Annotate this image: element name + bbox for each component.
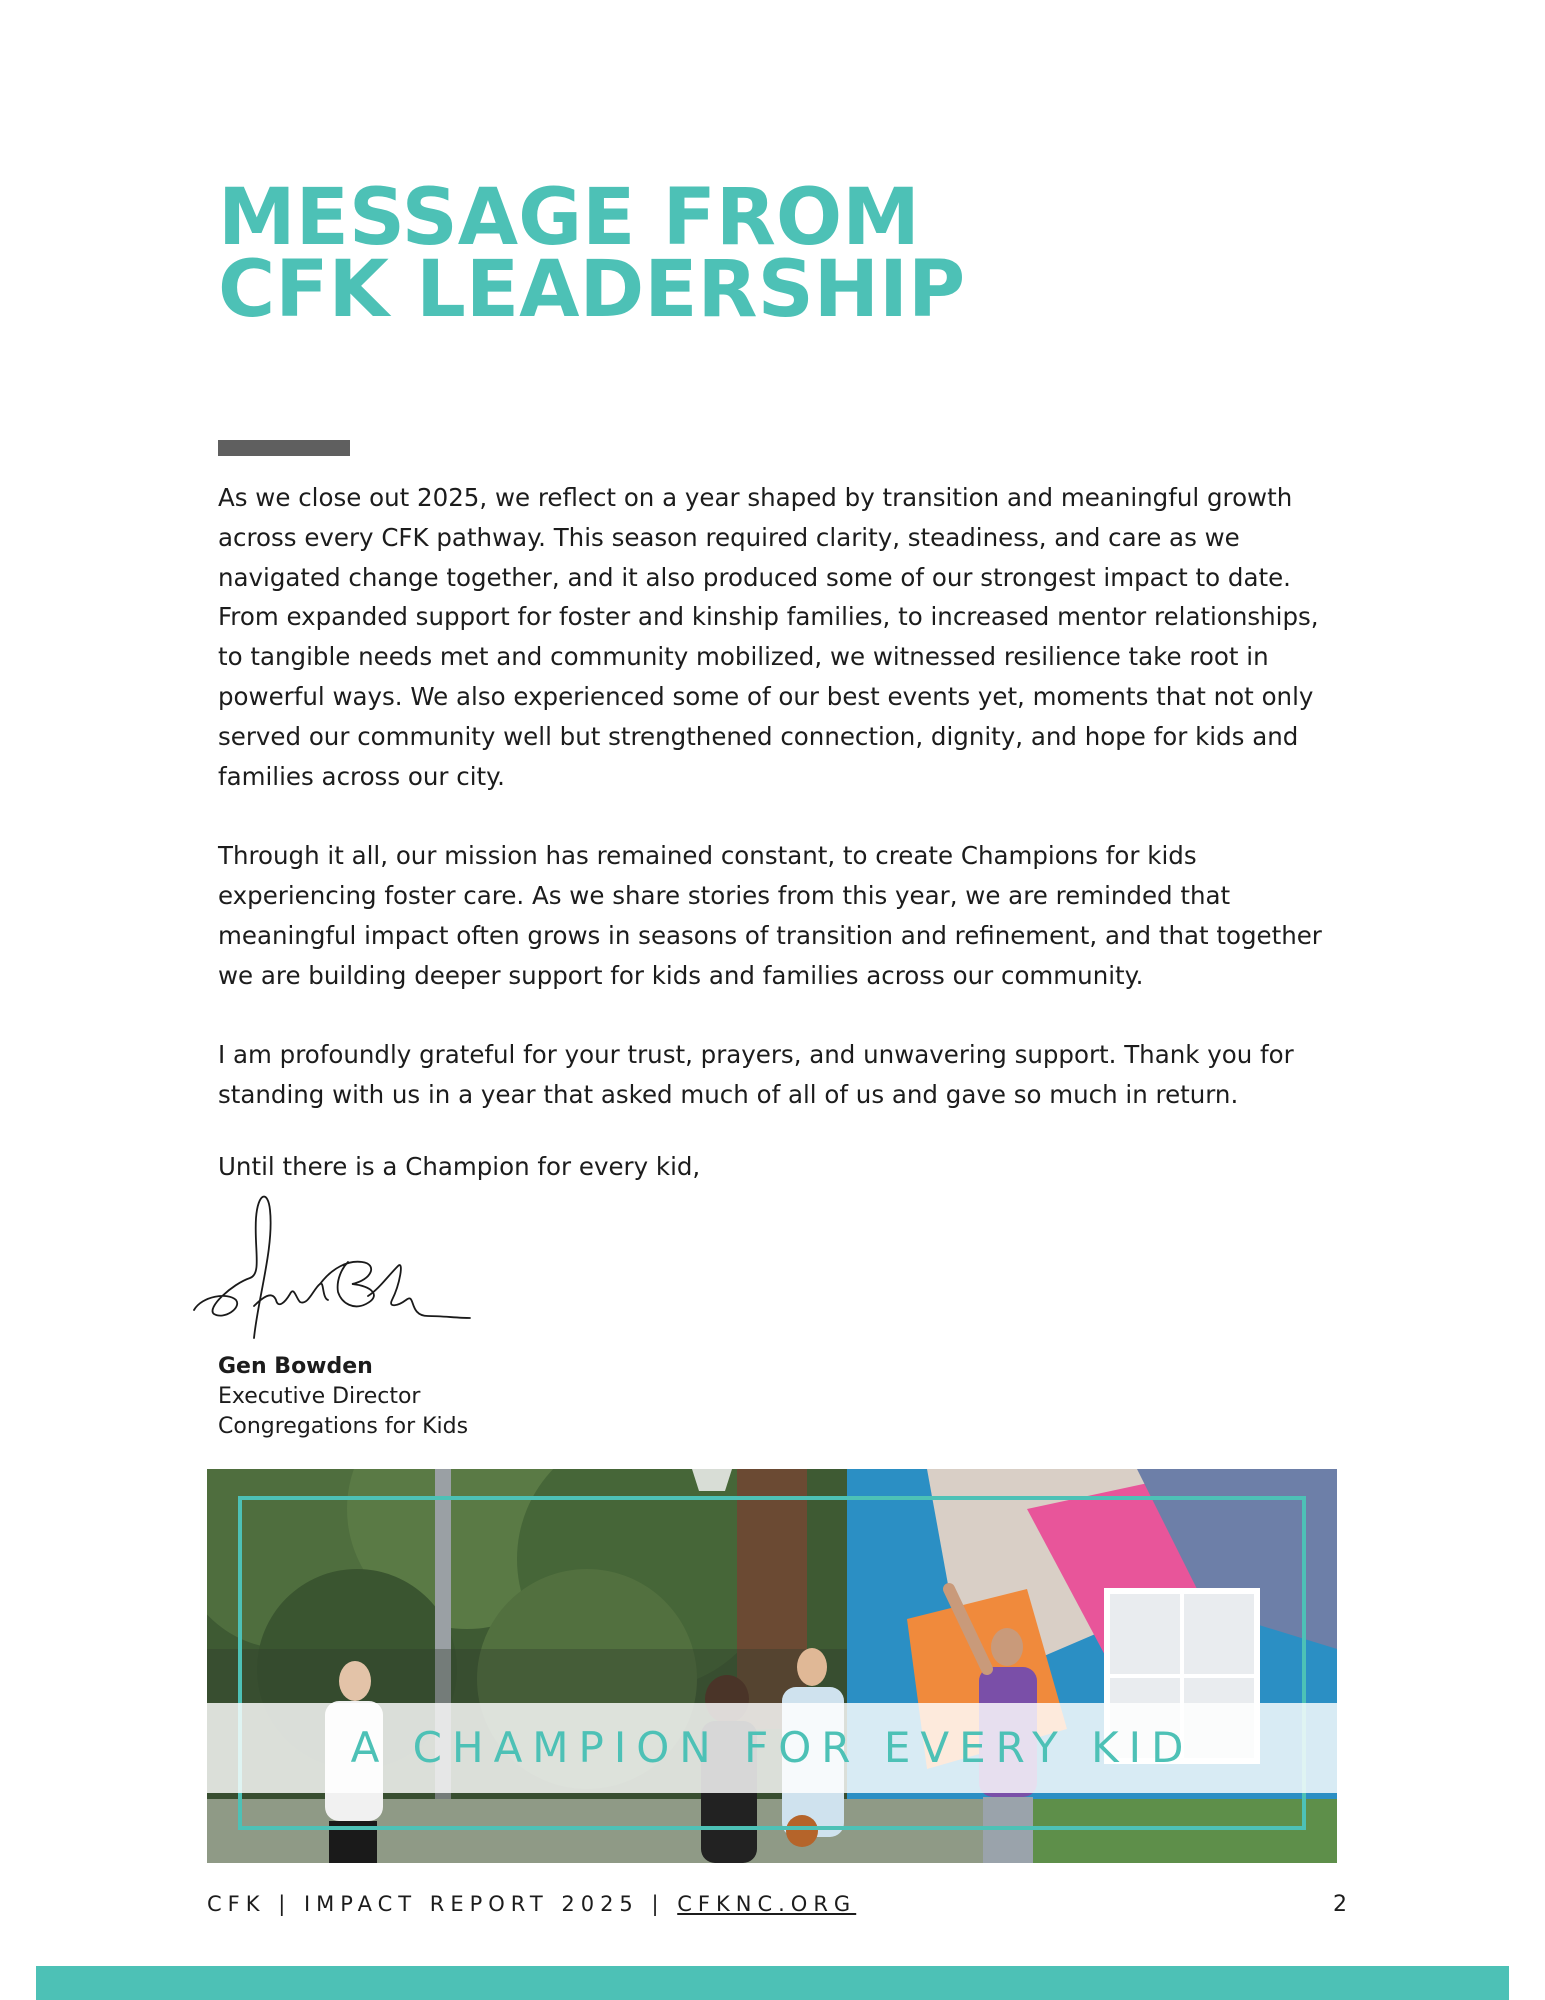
signer-block (218, 1352, 468, 1442)
banner-tagline: A CHAMPION FOR EVERY KID (350, 1723, 1194, 1772)
signer-name: Gen Bowden (218, 1354, 373, 1379)
page-title (218, 173, 1318, 335)
website-link[interactable]: CFKNC.ORG (677, 1892, 857, 1916)
letter-paragraph: I am profoundly grateful for your trust, prayers, and unwavering support. Thank you for standing with us in a year that asked much of all of us and gave so much in return. (218, 1040, 1294, 1109)
letter-body (218, 478, 1348, 1155)
footer-prefix: CFK | IMPACT REPORT 2025 | (207, 1892, 678, 1916)
banner-photo (207, 1469, 1337, 1863)
letter-closing: Until there is a Champion for every kid, (218, 1152, 701, 1181)
accent-divider (218, 440, 350, 456)
title-line-1: MESSAGE FROM (218, 173, 920, 263)
letter-paragraph: Through it all, our mission has remained constant, to create Champions for kids experiencing foster care. As we share stories from this year, we are reminded that meaningful impact often grows in seasons of transition and refinement, and that together we are building deeper support for kids and families across our community. (218, 841, 1322, 990)
letter-paragraph: As we close out 2025, we reflect on a year shaped by transition and meaningful growth across every CFK pathway. This season required clarity, steadiness, and care as we navigated change together, and it also produced some of our strongest impact to date. From expanded support for foster and kinship families, to increased mentor relationships, to tangible needs met and community mobilized, we witnessed resilience take root in powerful ways. We also experienced some of our best events yet, moments that not only served our community well but strengthened connection, dignity, and hope for kids and families across our city. (218, 483, 1319, 791)
page-footer (207, 1892, 1347, 1924)
page-number: 2 (1333, 1892, 1347, 1917)
footer-label (207, 1892, 856, 1916)
handwritten-signature (192, 1188, 472, 1344)
title-line-2: CFK LEADERSHIP (218, 245, 966, 335)
signer-organization: Congregations for Kids (218, 1414, 469, 1439)
footer-accent-bar (36, 1966, 1509, 2000)
signer-role: Executive Director (218, 1384, 421, 1409)
